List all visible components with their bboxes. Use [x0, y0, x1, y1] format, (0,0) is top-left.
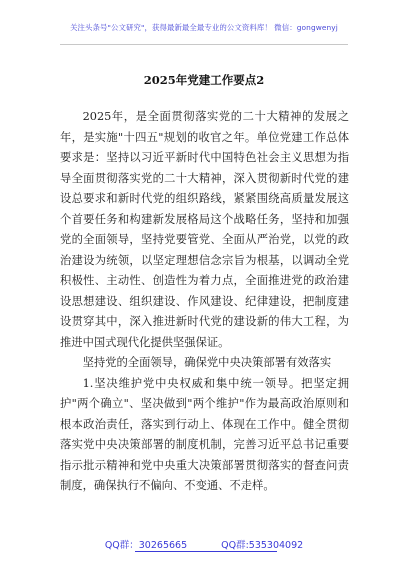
document-title: 2025年党建工作要点2	[143, 73, 265, 87]
body-paragraph: 2025年，是全面贯彻落实党的二十大精神的发展之年，是实施"十四五"规划的收官之年。单位党建工作总体要求是：坚持以习近平新时代中国特色社会主义思想为指导全面贯彻落实党的二十大精神，深入贯彻新时代党的建设总要求和新时代党的组织路线，紧紧围绕高质量发展这个首要任务和构建新发展格局这个战略任务，坚持和加强党的全面领导，坚持党要管党、全面从严治党，以党的政治建设为统领，以坚定理想信念宗旨为根基，以调动全党积极性、主动性、创造性为着力点，全面推进党的政治建设思想建设、组织建设、作风建设、纪律建设，把制度建设贯穿其中，深入推进新时代党的建设新的伟大工程，为推进中国式现代化提供坚强保证。	[60, 110, 349, 349]
footer-qq-group-2: QQ群:535304092	[221, 540, 304, 551]
footer	[0, 537, 408, 551]
footer-qq-group-1: QQ群：30265665	[104, 540, 188, 551]
document-body	[60, 107, 349, 497]
section-heading: 坚持党的全面领导，确保党中央决策部署有效落实	[82, 356, 332, 369]
footer-underline	[135, 551, 277, 552]
header-banner: 关注头条号"公文研究"，获得最新最全最专业的公文资料库！ 微信：gongwenyj	[70, 23, 338, 32]
header-divider	[60, 44, 348, 45]
body-paragraph: 1.坚决维护党中央权威和集中统一领导。把坚定拥护"两个确立"、坚决做到"两个维护"作为最高政治原则和根本政治责任，落实到行动上、体现在工作中。健全贯彻落实党中央决策部署的制度机制，完善习近平总书记重要指示批示精神和党中央重大决策部署贯彻落实的督查问责制度，确保执行不偏向、不变通、不走样。	[60, 376, 349, 492]
